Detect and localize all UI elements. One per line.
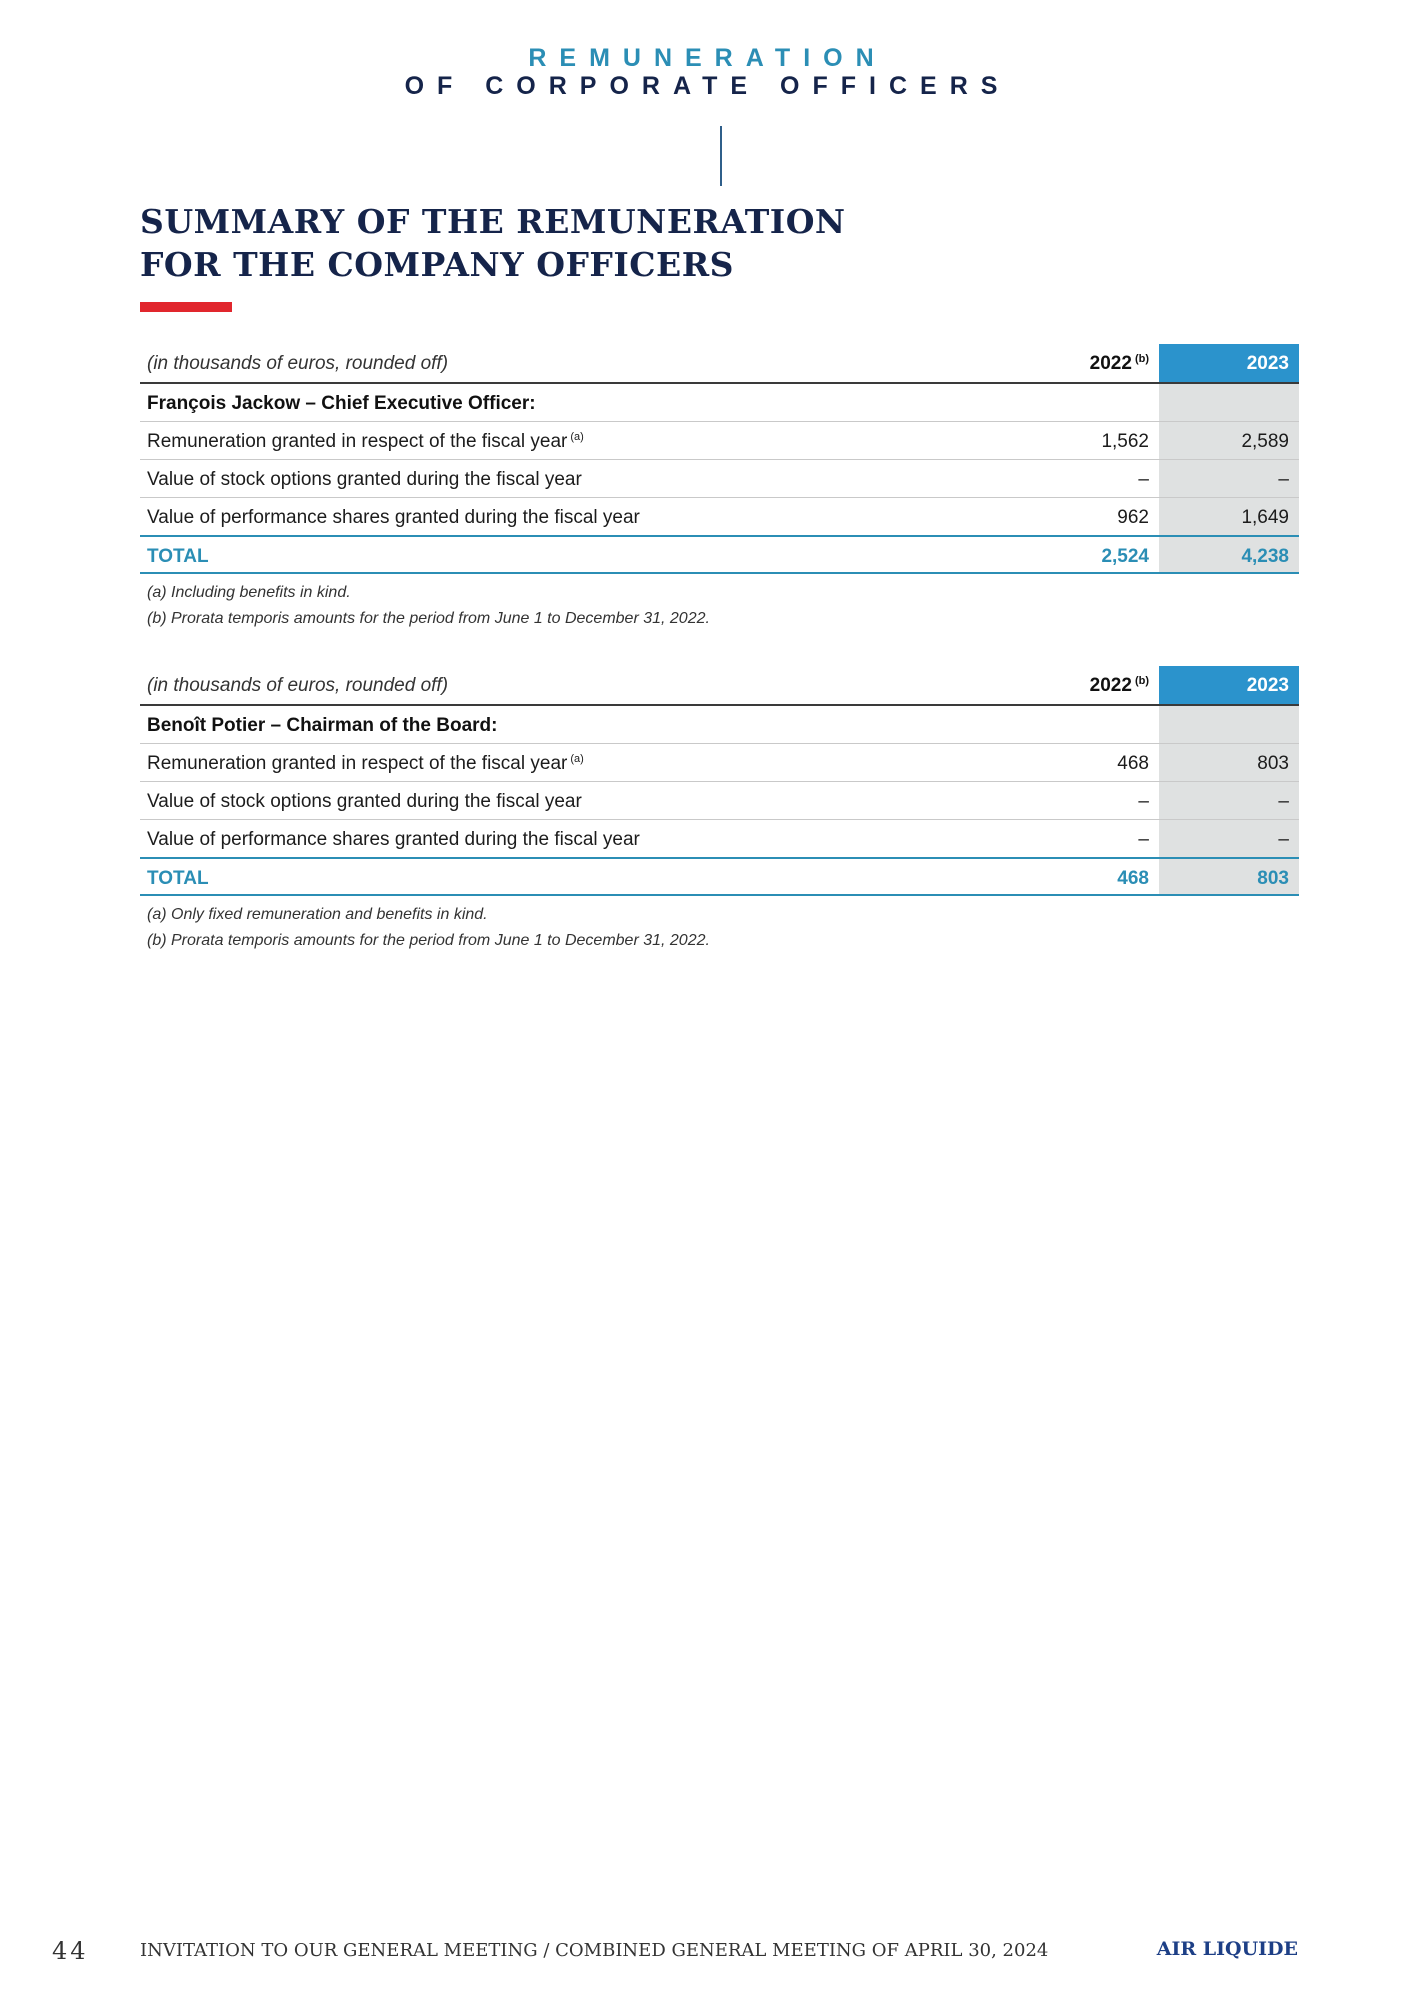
footnote-a: (a) Including benefits in kind.: [147, 584, 351, 601]
table-row: Value of stock options granted during the fiscal year – –: [140, 460, 1299, 498]
remuneration-table-ceo: [140, 344, 1299, 574]
officer-name: François Jackow – Chief Executive Officer:: [147, 393, 536, 414]
table-row: Remuneration granted in respect of the fiscal year $^{(a)}$ 1,562 2,589: [140, 422, 1299, 460]
table-row: Remuneration granted in respect of the fiscal year $^{(a)}$ 468 803: [140, 744, 1299, 782]
table-header-row: [140, 666, 1299, 706]
officer-row: [140, 384, 1299, 422]
title-accent-bar: [140, 302, 232, 312]
header-divider: [720, 126, 722, 186]
table-header-row: [140, 344, 1299, 384]
table-row: Value of stock options granted during the fiscal year – –: [140, 782, 1299, 820]
remuneration-table-chairman: [140, 666, 1299, 896]
officer-name: Benoît Potier – Chairman of the Board:: [147, 715, 498, 736]
col-2023-header: 2023: [1159, 344, 1299, 382]
total-row: TOTAL 468 803: [140, 857, 1299, 896]
footnote-b: (b) Prorata temporis amounts for the period from June 1 to December 31, 2022.: [147, 610, 710, 627]
page-title-line1: SUMMARY OF THE REMUNERATION: [140, 202, 846, 241]
footnote-a: (a) Only fixed remuneration and benefits in kind.: [147, 906, 488, 923]
total-row: TOTAL 2,524 4,238: [140, 535, 1299, 574]
section-header-line1: REMUNERATION: [528, 44, 887, 72]
officer-row: [140, 706, 1299, 744]
col-2023-header: 2023: [1159, 666, 1299, 704]
col-2022-header: 2022 $^{(b)}$: [1089, 352, 1149, 374]
unit-note: (in thousands of euros, rounded off): [147, 675, 449, 696]
page-number: 44: [52, 1937, 89, 1965]
col-2022-header: 2022 $^{(b)}$: [1089, 674, 1149, 696]
section-header-line2: OF CORPORATE OFFICERS: [404, 72, 1011, 100]
page-title: [140, 200, 846, 286]
table-row: Value of performance shares granted during the fiscal year 962 1,649: [140, 498, 1299, 535]
unit-note: (in thousands of euros, rounded off): [147, 353, 449, 374]
footer-title: INVITATION TO OUR GENERAL MEETING / COMBINED GENERAL MEETING OF APRIL 30, 2024: [140, 1940, 1049, 1961]
brand-logo: AIR LIQUIDE: [1156, 1938, 1298, 1960]
page-title-line2: FOR THE COMPANY OFFICERS: [140, 245, 734, 284]
table-row: Value of performance shares granted during the fiscal year – –: [140, 820, 1299, 857]
footnote-b: (b) Prorata temporis amounts for the period from June 1 to December 31, 2022.: [147, 932, 710, 949]
